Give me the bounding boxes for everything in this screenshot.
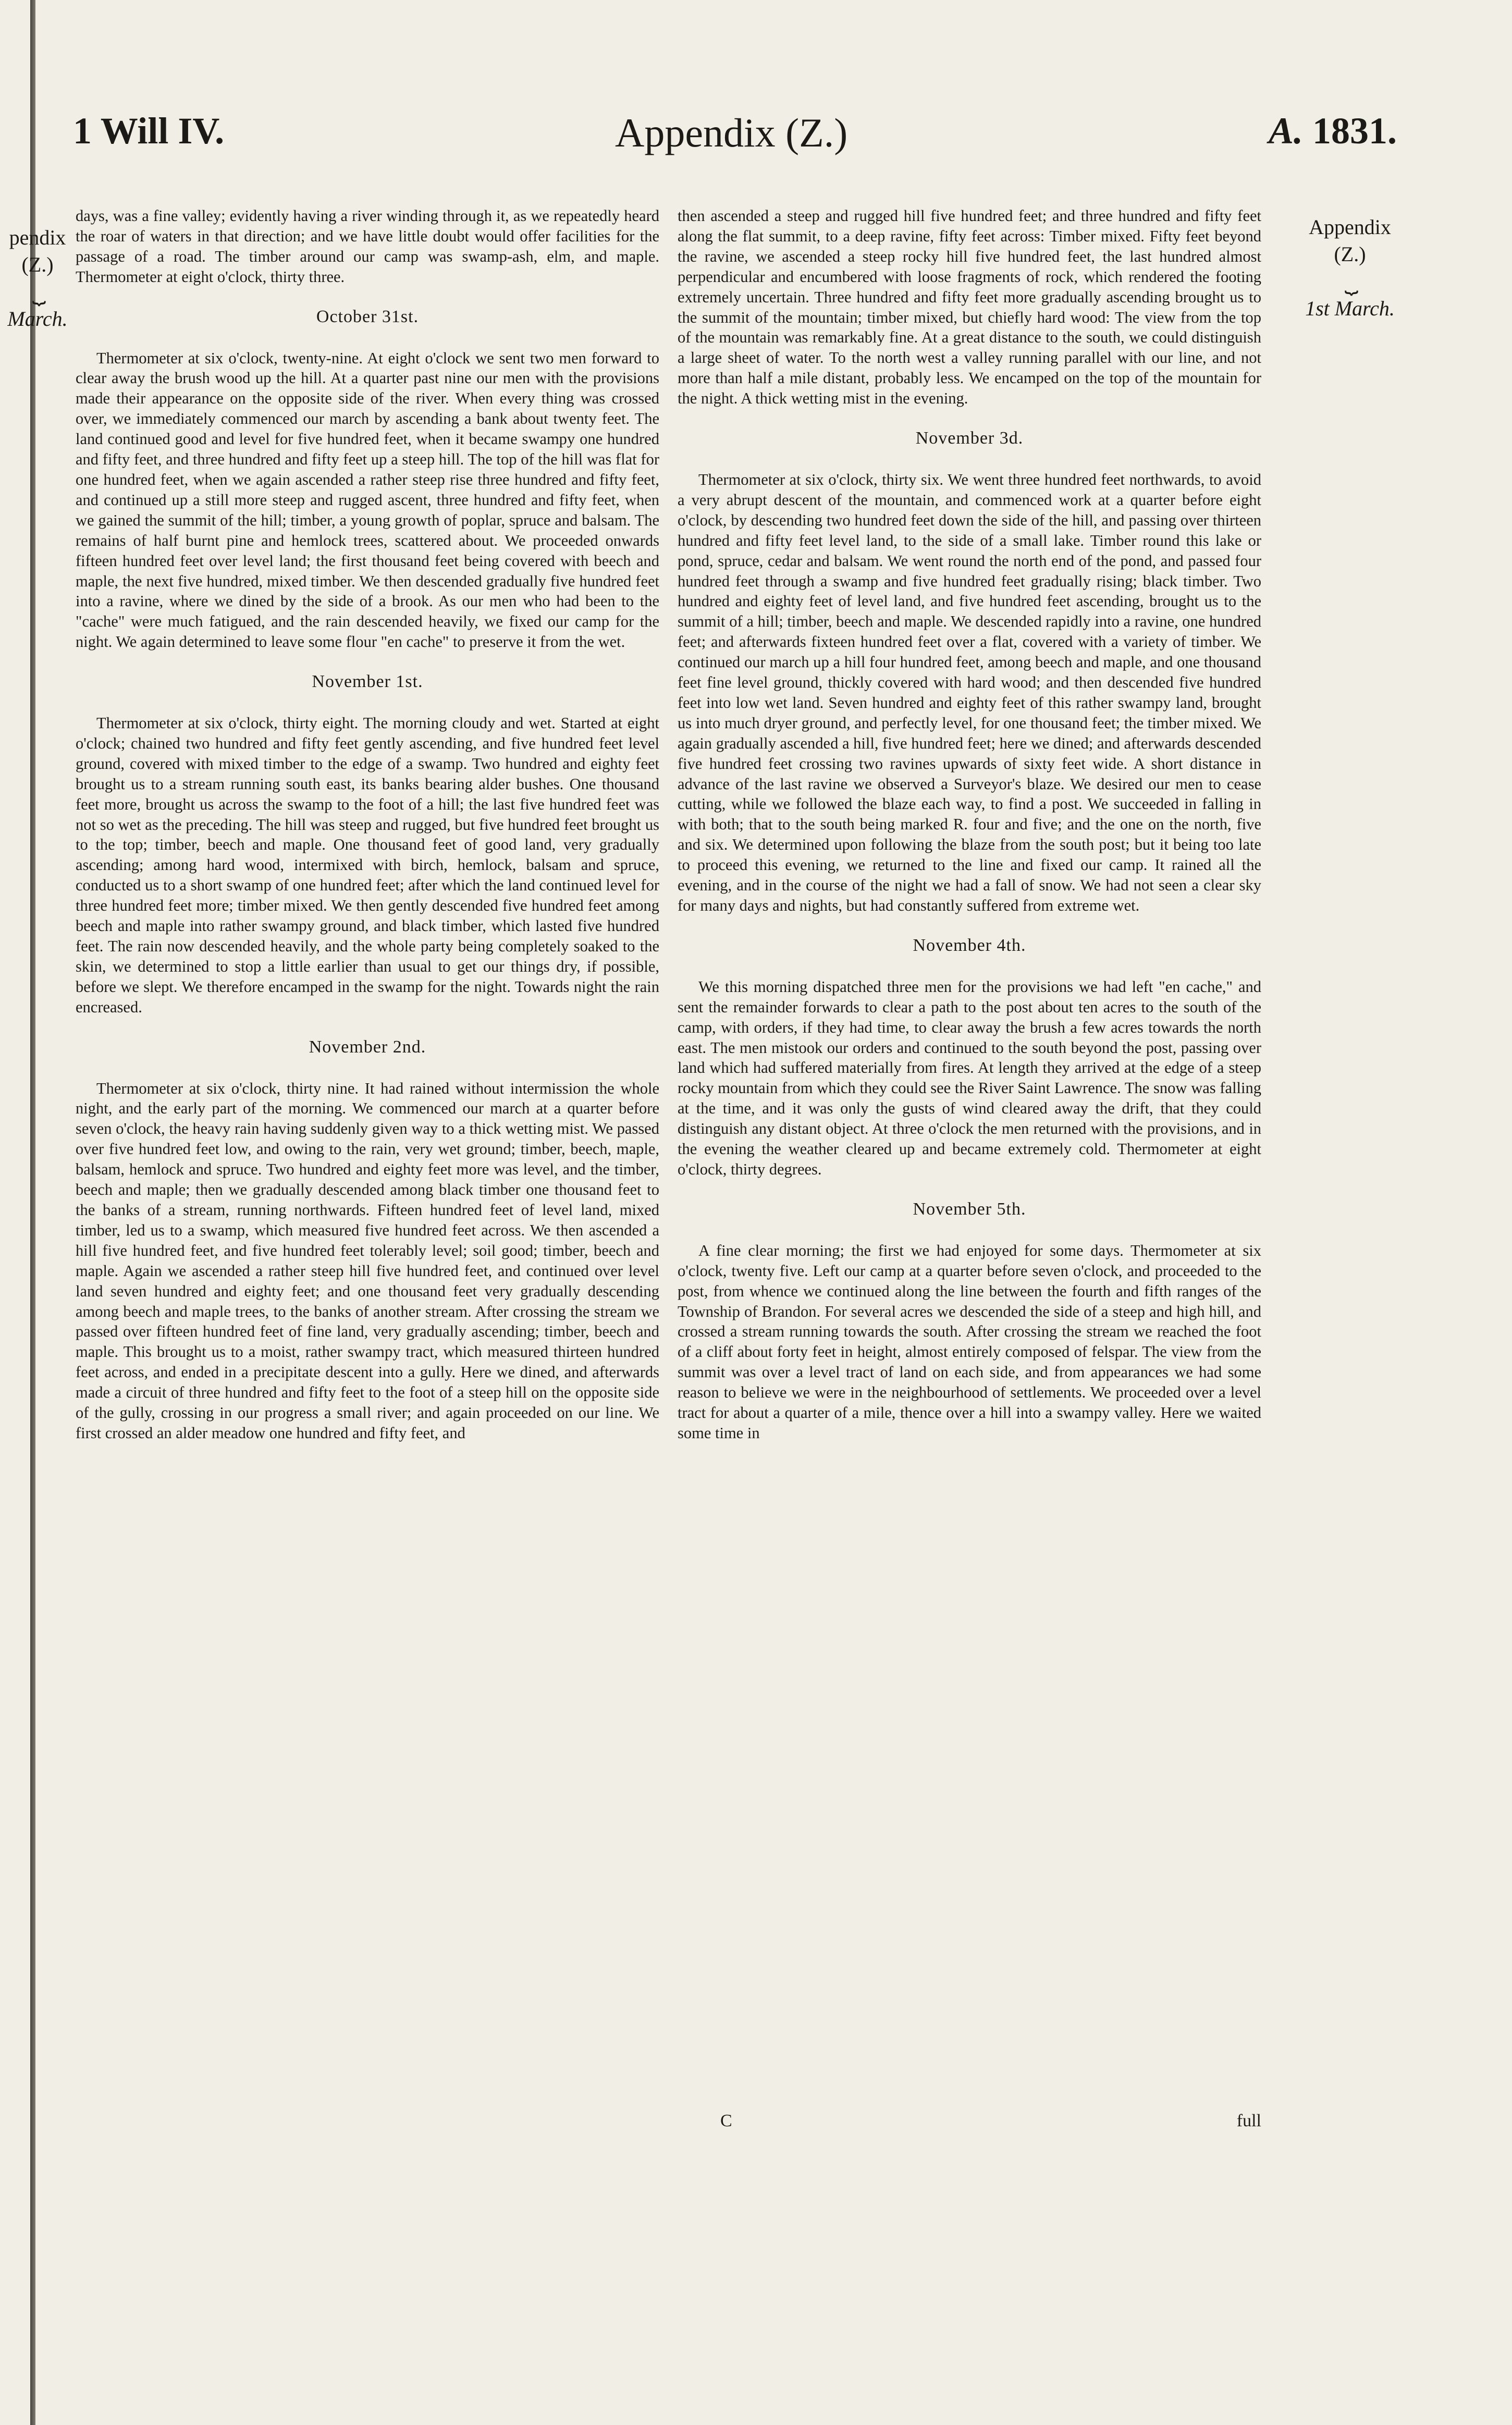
- margin-note-date: 1st March.: [1305, 297, 1395, 320]
- margin-note-label: pendix: [9, 226, 66, 249]
- year-letter: A.: [1268, 110, 1303, 152]
- entry-text-oct-31: Thermometer at six o'clock, twenty-nine. At eight o'clock we sent two men forward to clear away the brush wood up the hill. At a quarter past nine our men with the provisions made their appearance on the opposite side of the river. When every thing was crossed over, we immediately commenced our march by ascending a bank about twenty feet. The land continued good and level for five hundred feet, when it became swampy one hundred and fifty feet, and three hundred and fifty feet up a steep hill. The top of the hill was flat for one hundred feet, when we again ascended a rather steep rise three hundred and fifty feet, and continued up a still more steep and rugged ascent, three hundred and fifty feet, when we gained the summit of the hill; timber, a young growth of poplar, spruce and balsam. The remains of half burnt pine and hemlock trees, scattered about. We proceeded onwards fifteen hundred feet over level land; the first thousand feet being covered with beech and maple, the next five hundred, mixed timber. We then descended gradually five hundred feet into a ravine, where we dined by the side of a brook. As our men who had been to the "cache" were much fatigued, and the rain descended heavily, we fixed our camp for the night. We again determined to leave some flour "en cache" to preserve it from the wet.: [76, 349, 659, 651]
- entry-text-nov-2: Thermometer at six o'clock, thirty nine. It had rained without intermission the whole night, and the early part of the morning. We commenced our march at a quarter before seven o'clock, the heavy rain having suddenly given way to a thick wetting mist. We passed over five hundred feet low, and owing to the rain, very wet ground; timber, beech, maple, balsam, hemlock and spruce. Two hundred and eighty feet more was level, and the timber, beech and maple; then we gradually descended among black timber one thousand feet to the banks of a stream, running northwards. Fifteen hundred feet of level land, mixed timber, led us to a swamp, which measured five hundred feet across. We then ascended a hill five hundred feet, and five hundred feet tolerably level; soil good; timber, beech and maple. Again we ascended a rather steep hill five hundred feet, and continued over level land seven hundred and eighty feet; and one thousand feet very gradually descending among beech and maple trees, to the banks of another stream. After crossing the stream we passed over fifteen hundred feet of fine land, very gradually ascending; timber, beech and maple. This brought us to a moist, rather swampy tract, which measured thirteen hundred feet across, and ended in a precipitate descent into a gully. Here we dined, and afterwards made a circuit of three hundred and fifty feet to the foot of a steep hill on the opposite side of the gully, crossing in our progress a small river; and again proceeded on our line. We first crossed an alder meadow one hundred and fifty feet, and: [76, 1079, 659, 1442]
- entry-text-nov-4: We this morning dispatched three men for the provisions we had left "en cache," and sent the remainder forwards to clear a path to the post about ten acres to the south of the camp, with orders, if they had time, to clear away the brush a few acres towards the north east. The men mistook our orders and continued to the south beyond the post, passing over land which had suffered materially from fires. At length they arrived at the edge of a steep rocky mountain from which they could see the River Saint Lawrence. The snow was falling at the time, and it was only the gusts of wind cleared away the drift, that they could distinguish any distant object. At three o'clock the men returned with the provisions, and in the evening the weather cleared up and became extremely cold. Thermometer at eight o'clock, thirty degrees.: [678, 977, 1261, 1178]
- margin-note-appendix: (Z.): [21, 253, 54, 276]
- left-column: [76, 206, 659, 1443]
- year-label: [1269, 109, 1397, 153]
- entry-text-nov-3: Thermometer at six o'clock, thirty six. We went three hundred feet northwards, to avoid a very abrupt descent of the mountain, and commenced work at a quarter before eight o'clock, by descending two hundred feet down the side of the hill, and passing over thirteen hundred and fifty feet level land, to the side of a small lake. Timber round this lake or pond, spruce, cedar and balsam. We went round the north end of the pond, and passed four hundred feet through a swamp and five hundred feet gradually rising; black timber. Two hundred and eighty feet of level land, and five hundred feet ascending, brought us to the summit of a hill; timber, beech and maple. We descended rapidly into a ravine, one hundred feet; and afterwards fixteen hundred feet over a flat, covered with a variety of timber. We continued our march up a hill four hundred feet, among beech and maple, and one thousand feet fine level ground, thickly covered with hard wood; and then descended five hundred feet into low wet land. Seven hundred and eighty feet of this rather swampy land, brought us into much dryer ground, and perfectly level, for one thousand feet; the timber mixed. We again gradually ascended a hill, five hundred feet; here we dined; and afterwards descended five hundred feet crossing two ravines upwards of sixty feet wide. A short distance in advance of the last ravine we observed a Surveyor's blaze. We desired our men to cease cutting, while we followed the blaze each way, to find a post. We succeeded in falling in with both; that to the south being marked R. four and five; and the one on the north, five and six. We determined upon following the blaze from the south post; but it being too late to proceed this evening, we returned to the line and fixed our camp. It rained all the evening, and in the course of the night we had a fall of snow. We had not seen a clear sky for many days and nights, but had constantly suffered from extreme wet.: [678, 470, 1261, 914]
- entry-heading-nov-4: November 4th.: [913, 935, 1026, 955]
- margin-note-appendix: (Z.): [1334, 242, 1366, 266]
- entry-heading-nov-1: November 1st.: [312, 672, 423, 692]
- catchword: full: [1236, 2111, 1261, 2130]
- margin-note-label: Appendix: [1309, 215, 1391, 239]
- entry-text-nov-1: Thermometer at six o'clock, thirty eight. The morning cloudy and wet. Started at eight o'clock; chained two hundred and fifty feet gently ascending, and five hundred feet level ground, covered with mixed timber to the edge of a swamp. Two hundred and eighty feet brought us to a stream running south east, its banks bearing alder bushes. One thousand feet more, brought us across the swamp to the foot of a hill; the last five hundred feet was not so wet as the preceding. The hill was steep and rugged, but five hundred feet brought us to the top; timber, beech and maple. One thousand feet of good land, very gradually ascending; among hard wood, intermixed with birch, hemlock, balsam and spruce, conducted us to a short swamp of one hundred feet; after which the land continued level for three hundred feet more; timber mixed. We then gently descended five hundred feet among beech and maple into rather swampy ground, and black timber, which lasted five hundred feet. The rain now descended heavily, and the whole party being completely soaked to the skin, we determined to stop a little earlier than usual to get our things dry, if possible, before we slept. We therefore encamped in the swamp for the night. Towards night the rain encreased.: [76, 714, 659, 1016]
- margin-note-date: March.: [7, 307, 68, 330]
- page-footer: [678, 2111, 1261, 2137]
- entry-heading-nov-3: November 3d.: [915, 428, 1024, 448]
- year-number: 1831.: [1312, 110, 1397, 152]
- brace-mark: ⏟: [1344, 268, 1356, 294]
- right-margin-note: [1282, 214, 1418, 322]
- running-head: [73, 94, 1439, 156]
- continued-paragraph: days, was a fine valley; evidently having a river winding through it, as we repeatedly heard the roar of waters in that direction; and we have little doubt would offer facilities for the passage of a road. The timber around our camp was swamp-ash, elm, and maple. Thermometer at eight o'clock, thirty three.: [76, 207, 659, 286]
- right-column: [678, 206, 1261, 1443]
- entry-heading-oct-31: October 31st.: [316, 307, 419, 326]
- page-title: Appendix (Z.): [615, 110, 848, 155]
- entry-heading-nov-5: November 5th.: [913, 1199, 1026, 1219]
- left-margin-note: [6, 224, 69, 333]
- brace-mark: ⏟: [32, 279, 43, 304]
- signature-mark: C: [720, 2111, 732, 2130]
- regnal-year: 1 Will IV.: [73, 110, 225, 152]
- entry-heading-nov-2: November 2nd.: [309, 1037, 426, 1057]
- binding-edge: [30, 0, 35, 2425]
- entry-text-nov-5: A fine clear morning; the first we had enjoyed for some days. Thermometer at six o'clock, twenty five. Left our camp at a quarter before seven o'clock, and proceeded to the post, from whence we continued along the line between the fourth and fifth ranges of the Township of Brandon. For several acres we descended the side of a steep and high hill, and crossed a stream running towards the south. After crossing the stream we reached the foot of a cliff about forty feet in height, almost entirely composed of felspar. The view from the summit was over a level tract of land on each side, and from appearances we had some reason to believe we were in the neighbourhood of settlements. We proceeded over a level tract for about a quarter of a mile, thence over a hill into a swampy valley. Here we waited some time in: [678, 1241, 1261, 1442]
- continued-paragraph: then ascended a steep and rugged hill five hundred feet; and three hundred and fifty feet along the flat summit, to a deep ravine, fifty feet across: Timber mixed. Fifty feet beyond the ravine, we ascended a steep rocky hill five hundred feet, the last hundred almost perpendicular and encumbered with loose fragments of rock, which rendered the footing extremely uncertain. Three hundred and fifty feet more gradually ascending brought us to the summit of the mountain; timber mixed, but chiefly hard wood: The view from the top of the mountain was remarkably fine. At a great distance to the south, we could distinguish a large sheet of water. To the north west a valley running parallel with our line, and not more than half a mile distant, probably less. We encamped on the top of the mountain for the night. A thick wetting mist in the evening.: [678, 207, 1261, 408]
